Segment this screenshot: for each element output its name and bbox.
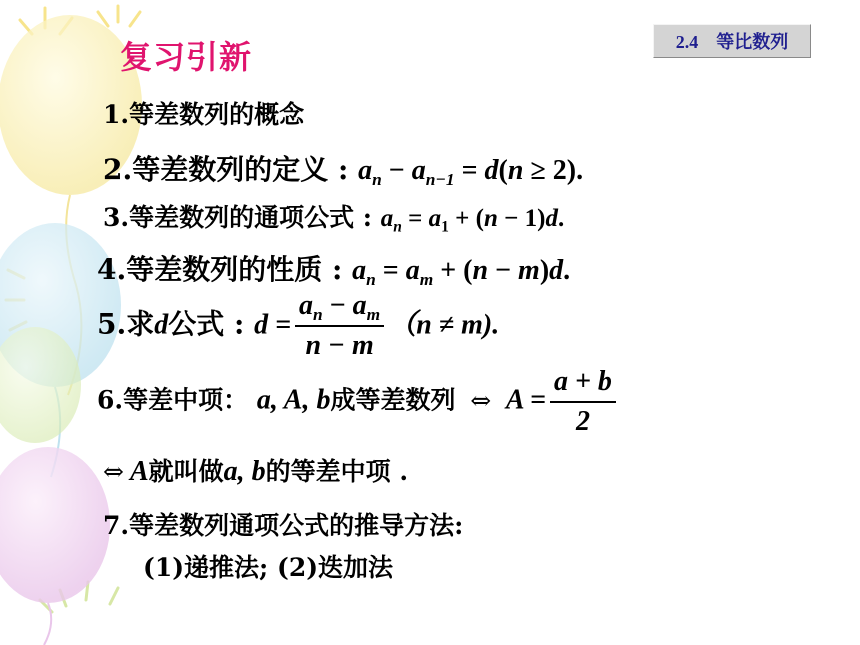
item-mean-definition [103,452,408,488]
equivalence-icon: ⇔ [470,385,492,415]
d-formula-fraction [295,290,384,362]
item-d-formula-prefix: 5.求 [97,307,155,341]
equivalence-icon: ⇔ [103,457,124,486]
d-formula-condition: （n ≠ m). [388,309,500,341]
item-d-formula-label: 公式 : [168,307,255,341]
mean-fraction-denominator: 2 [575,406,590,437]
property-formula: $a_n = a_m + (n - m)d$. [352,255,571,290]
mean-definition-suffix: 的等差中项 . [265,457,409,486]
item-property-label: 4.等差数列的性质 : [97,253,353,286]
item-d-formula [97,290,499,362]
item-arithmetic-mean-label: 6.等差中项： [97,385,249,415]
purple-balloon [0,447,110,603]
item-definition-label: 2.等差数列的定义 : [103,153,359,186]
mean-definition-text: 就叫做 [148,457,224,486]
item-methods-list-text: (1)递推法; (2)迭加法 [143,553,394,582]
item-property [97,248,570,288]
page-title: 复习引新 [120,38,253,76]
item-methods-list [143,548,393,584]
item-concept [103,95,304,131]
mean-definition-variables: a, b [223,456,266,487]
item-derivation-methods [103,506,463,542]
item-derivation-methods-text: 7.等差数列通项公式的推导方法: [103,511,464,540]
item-general-term [103,198,564,234]
fraction-numerator: $a_n - a_m$ [299,290,381,325]
item-arithmetic-mean [97,366,620,438]
general-term-formula: $a_n = a_1 + (n - 1)d$. [380,205,565,236]
item-general-term-label: 3.等差数列的通项公式 : [103,203,381,232]
fraction-denominator: n − m [305,330,374,361]
d-variable: d [154,309,169,341]
definition-formula: $a_n - a_{n-1} = d(n \ge 2)$. [358,155,584,190]
mean-fraction [550,366,616,438]
mean-fraction-numerator: a + b [553,366,612,397]
section-tag: 2.4 等比数列 [653,24,811,58]
mean-condition-text: 成等差数列 [330,385,456,415]
mean-variables: a, A, b [256,384,331,416]
mean-formula-lhs: A = [505,384,546,416]
d-formula-lhs: d = [254,309,292,341]
item-concept-text: 1.等差数列的概念 [103,100,305,129]
item-definition [103,148,583,188]
mean-A-variable: A [129,456,149,487]
